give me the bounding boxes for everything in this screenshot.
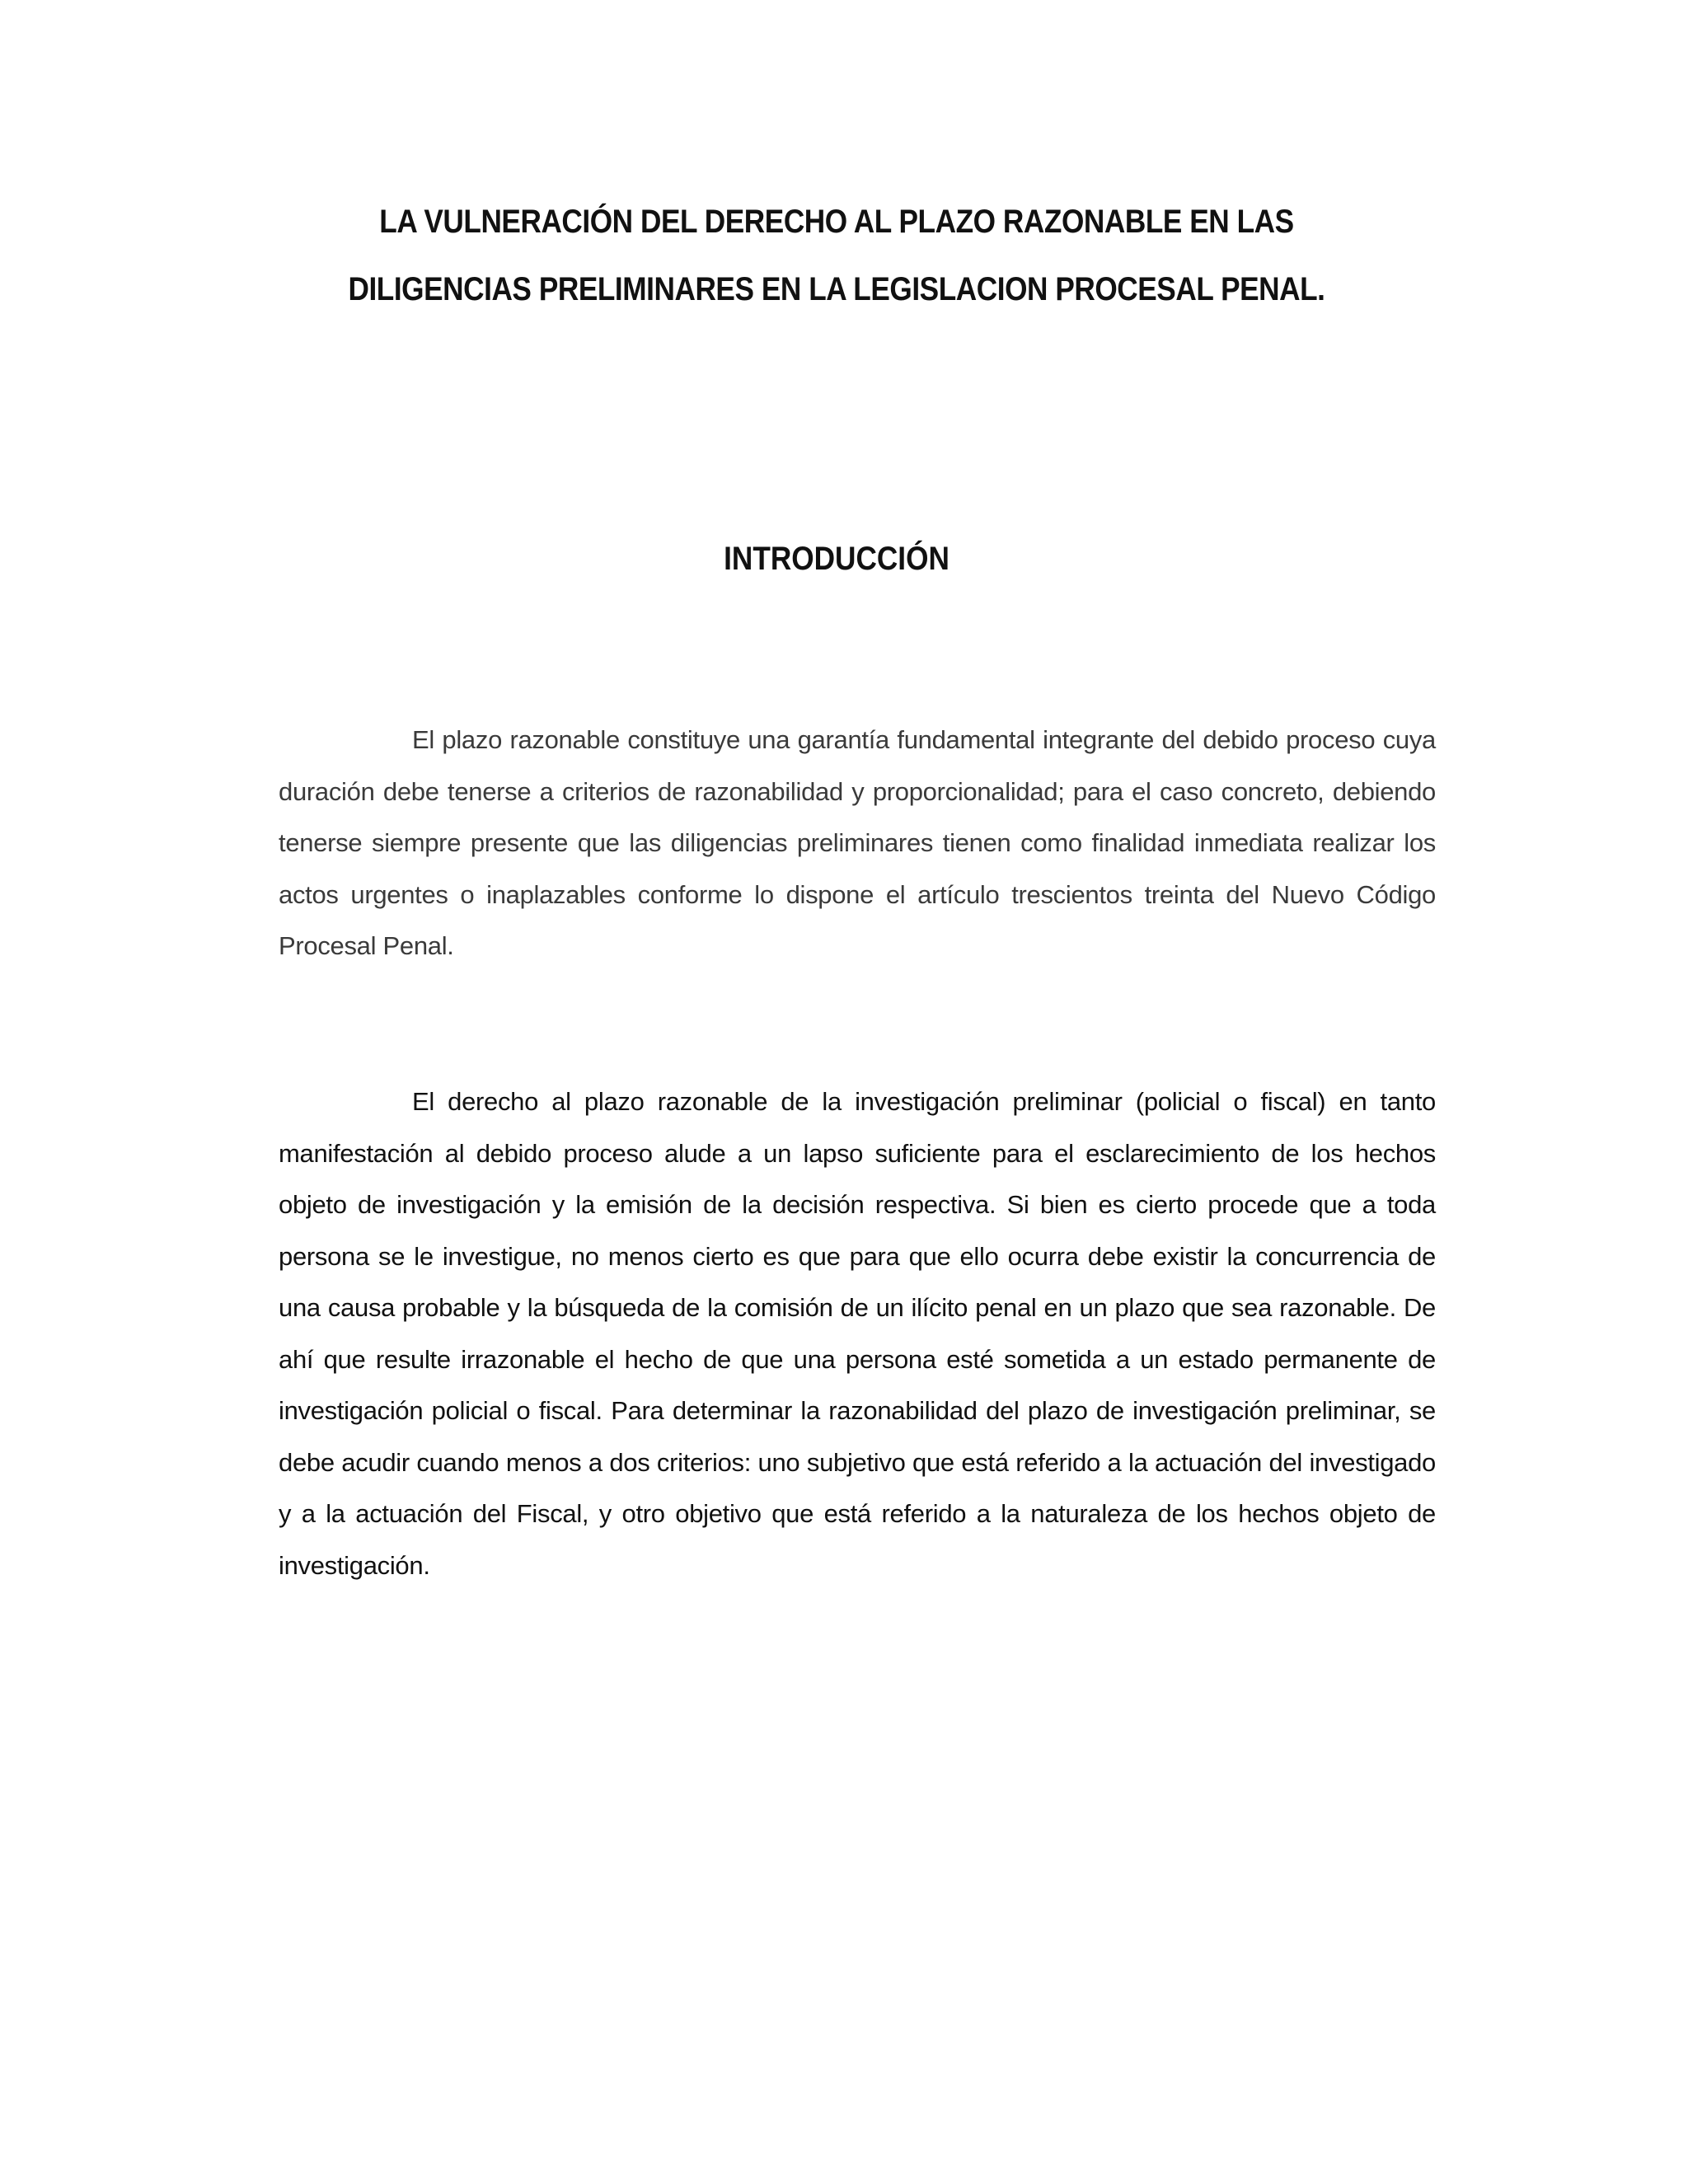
document-title-line-2: DILIGENCIAS PRELIMINARES EN LA LEGISLACION PROCESAL PENAL. bbox=[348, 271, 1325, 307]
document-title bbox=[318, 188, 1355, 323]
paragraph-2: El derecho al plazo razonable de la investigación preliminar (policial o fiscal) en tanto manifestación al debido proceso alude a un lapso suficiente para el esclarecimiento de los hechos objeto de investigación y la emisión de la decisión respectiva. Si bien es cierto procede que a toda persona se le investigue, no menos cierto es que para que ello ocurra debe existir la concurrencia de una causa probable y la búsqueda de la comisión de un ilícito penal en un plazo que sea razonable. De ahí que resulte irrazonable el hecho de que una persona esté sometida a un estado permanente de investigación policial o fiscal. Para determinar la razonabilidad del plazo de investigación preliminar, se debe acudir cuando menos a dos criterios: uno subjetivo que está referido a la actuación del investigado y a la actuación del Fiscal, y otro objetivo que está referido a la naturaleza de los hechos objeto de investigación. bbox=[279, 1087, 1436, 1580]
section-heading-introduccion: INTRODUCCIÓN bbox=[724, 541, 950, 577]
paragraph-1: El plazo razonable constituye una garantía fundamental integrante del debido proceso cuya duración debe tenerse a criterios de razonabilidad y proporcionalidad; para el caso concreto, debiendo tenerse siempre presente que las diligencias preliminares tienen como finalidad inmediata realizar los actos urgentes o inaplazables conforme lo dispone el artículo trescientos treinta del Nuevo Código Procesal Penal. bbox=[279, 725, 1436, 960]
document-title-line-1: LA VULNERACIÓN DEL DERECHO AL PLAZO RAZONABLE EN LAS bbox=[379, 204, 1294, 240]
